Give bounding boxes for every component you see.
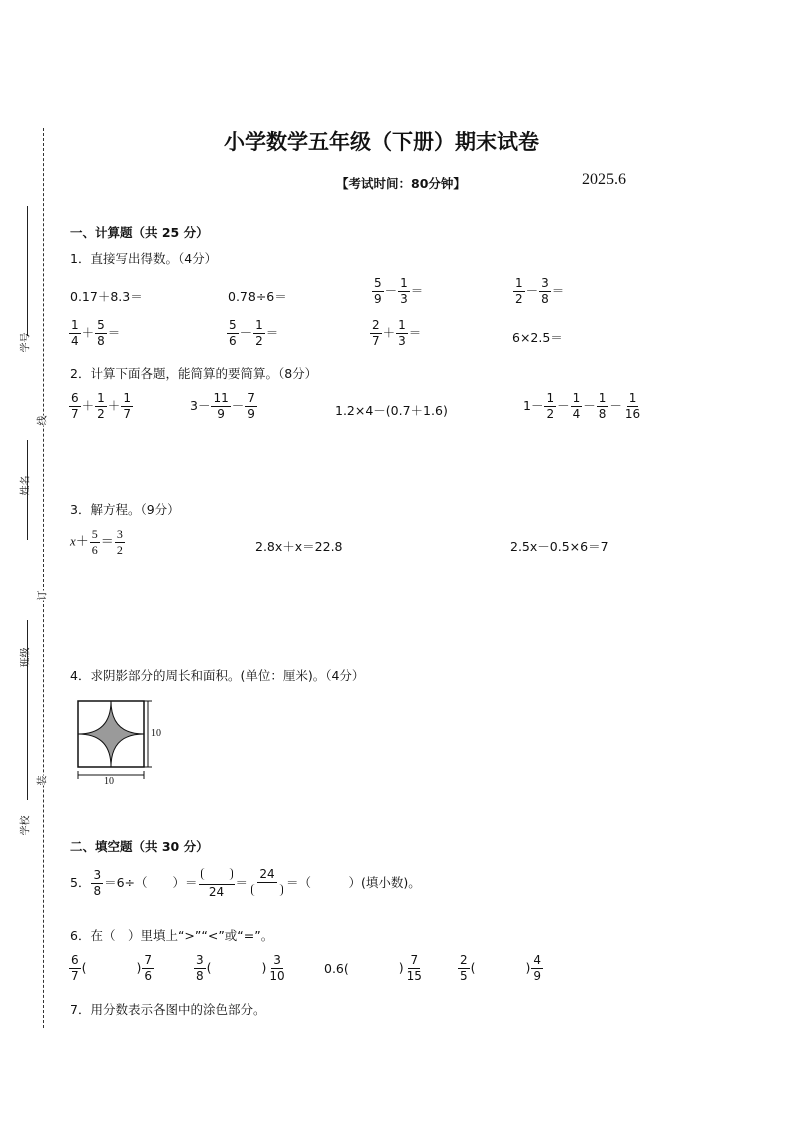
- binding-dashed-line: [43, 128, 44, 1028]
- q3-eq-3: 2.5x－0.5×6＝7: [510, 539, 609, 554]
- q2-label: 2．计算下面各题，能简算的要简算。（8分）: [70, 366, 318, 381]
- binding-mark-ding: 订: [34, 591, 49, 601]
- school-label: 学校: [20, 815, 32, 836]
- q1-item-6: $\frac{5}{6}$ － $\frac{1}{2}$ ＝: [229, 318, 279, 348]
- q6-decimal: 0.6(: [324, 961, 349, 976]
- figure-bottom-length: 10: [104, 776, 114, 787]
- q4-label: 4．求阴影部分的周长和面积。(单位：厘米)。（4分）: [70, 668, 365, 683]
- q1-label: 1．直接写出得数。（4分）: [70, 251, 218, 266]
- q5-eq: ＝: [235, 875, 249, 890]
- section2-heading: 二、填空题（共 30 分）: [70, 839, 209, 854]
- q3-eq-1: x＋ $\frac{5}{6}$ ＝ $\frac{3}{2}$: [70, 527, 123, 557]
- q5-prefix: 5．: [70, 875, 91, 890]
- binding-mark-zhuang: 装: [34, 776, 49, 786]
- q6-compare-4: $\frac{2}{5}$ ( ) $\frac{4}{9}$: [460, 953, 542, 983]
- q5-mid: ＝6÷（ ）＝: [104, 875, 198, 890]
- q2-item-4: 1－ $\frac{1}{2}$ － $\frac{1}{4}$ － $\frac{1}{8}$ － $\frac{1}{16}$: [523, 391, 641, 421]
- q1-item-5: $\frac{1}{4}$ ＋ $\frac{5}{8}$ ＝: [71, 318, 121, 348]
- q6-compare-1: $\frac{6}{7}$ ( ) $\frac{7}{6}$: [71, 953, 153, 983]
- name-label: 姓名: [20, 475, 32, 496]
- section1-heading: 一、计算题（共 25 分）: [70, 225, 209, 240]
- q2-item-2: 3－ $\frac{11}{9}$ － $\frac{7}{9}$: [190, 391, 255, 421]
- q1-item-7: $\frac{2}{7}$ ＋ $\frac{1}{3}$ ＝: [372, 318, 422, 348]
- q5-line: 5． $\frac{3}{8}$ ＝6÷（ ）＝ 24 ＝ 24 ＝（ ）(填小数)。: [70, 867, 421, 899]
- q5-tail: ＝（ ）(填小数)。: [286, 875, 421, 890]
- q3-label: 3．解方程。（9分）: [70, 502, 180, 517]
- figure-side-length: 10: [151, 728, 161, 739]
- q7-label: 7．用分数表示各图中的涂色部分。: [70, 1002, 266, 1017]
- q1-item-4: $\frac{1}{2}$ － $\frac{3}{8}$ ＝: [515, 276, 565, 306]
- binding-field-line: [27, 206, 28, 336]
- q6-label: 6．在（ ）里填上“>”“<”或“=”。: [70, 928, 274, 943]
- shaded-square-figure: [70, 695, 180, 790]
- q1-item-2: 0.78÷6＝: [228, 289, 287, 304]
- q2-item-3: 1.2×4－(0.7＋1.6): [335, 403, 448, 418]
- q1-item-3: $\frac{5}{9}$ － $\frac{1}{3}$ ＝: [374, 276, 424, 306]
- binding-mark-xian: 线: [34, 416, 49, 426]
- q1-item-8: 6×2.5＝: [512, 330, 563, 345]
- q1-item-1: 0.17＋8.3＝: [70, 289, 143, 304]
- class-label: 班级: [20, 647, 32, 668]
- page-title: 小学数学五年级（下册）期末试卷: [224, 130, 539, 154]
- exam-date: 2025.6: [582, 171, 626, 188]
- q2-item-1: $\frac{6}{7}$ ＋ $\frac{1}{2}$ ＋ $\frac{1}{7}$: [71, 391, 131, 421]
- student-id-label: 学号: [20, 332, 32, 353]
- q6-compare-2: $\frac{3}{8}$ ( ) $\frac{3}{10}$: [196, 953, 285, 983]
- q5-den-24: 24: [208, 885, 225, 899]
- exam-time: 【考试时间：80分钟】: [336, 176, 466, 191]
- q6-compare-3: 0.6( ) $\frac{7}{15}$: [324, 953, 422, 983]
- q5-num-24: 24: [259, 867, 275, 881]
- q3-eq-2: 2.8x＋x＝22.8: [255, 539, 343, 554]
